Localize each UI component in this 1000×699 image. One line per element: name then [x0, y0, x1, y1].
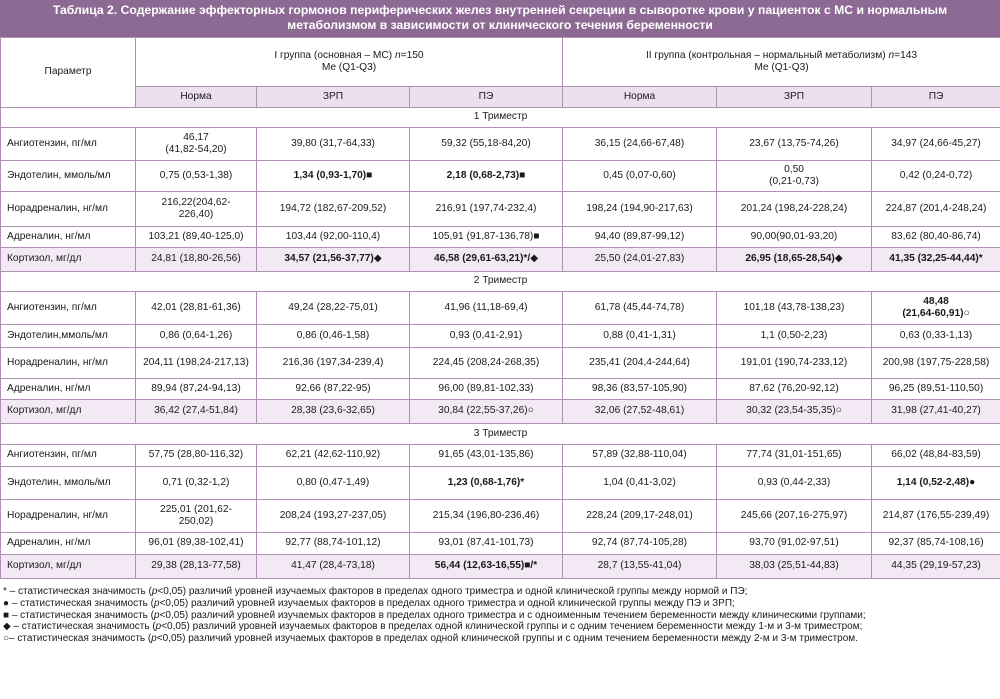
- value-cell: 77,74 (31,01-151,65): [717, 445, 872, 467]
- value-cell: 36,42 (27,4-51,84): [136, 400, 257, 424]
- value-cell: 57,75 (28,80-116,32): [136, 445, 257, 467]
- table-row: [1, 379, 1000, 400]
- param-cell: Эндотелин,ммоль/мл: [1, 325, 136, 348]
- param-cell: Норадреналин, нг/мл: [1, 192, 136, 227]
- value-cell: 0,80 (0,47-1,49): [257, 467, 410, 500]
- value-cell: 245,66 (207,16-275,97): [717, 500, 872, 533]
- value-cell: 225,01 (201,62- 250,02): [136, 500, 257, 533]
- value-cell: 215,34 (196,80-236,46): [410, 500, 563, 533]
- trimester-row: [1, 108, 1000, 128]
- table-title: [0, 0, 1000, 37]
- value-cell: 83,62 (80,40-86,74): [872, 227, 1000, 248]
- value-cell: 34,97 (24,66-45,27): [872, 128, 1000, 161]
- table-row: [1, 400, 1000, 424]
- value-cell: 38,03 (25,51-44,83): [717, 555, 872, 579]
- value-cell: 191,01 (190,74-233,12): [717, 348, 872, 379]
- table-row: [1, 227, 1000, 248]
- param-cell: Ангиотензин, пг/мл: [1, 128, 136, 161]
- value-cell: 0,63 (0,33-1,13): [872, 325, 1000, 348]
- value-cell: 91,65 (43,01-135,86): [410, 445, 563, 467]
- value-cell: 0,71 (0,32-1,2): [136, 467, 257, 500]
- col-header: Норма: [136, 87, 257, 108]
- value-cell: 1,04 (0,41-3,02): [563, 467, 717, 500]
- col-header: ЗРП: [257, 87, 410, 108]
- table-title-line2: метаболизмом в зависимости от клинического течения беременности: [287, 18, 713, 32]
- value-cell: 36,15 (24,66-67,48): [563, 128, 717, 161]
- value-cell: 208,24 (193,27-237,05): [257, 500, 410, 533]
- value-cell: 23,67 (13,75-74,26): [717, 128, 872, 161]
- value-cell: 61,78 (45,44-74,78): [563, 292, 717, 325]
- value-cell: 42,01 (28,81-61,36): [136, 292, 257, 325]
- param-cell: Кортизол, мг/дл: [1, 555, 136, 579]
- value-cell: 92,74 (87,74-105,28): [563, 533, 717, 555]
- value-cell: 30,84 (22,55-37,26)○: [410, 400, 563, 424]
- value-cell: 28,38 (23,6-32,65): [257, 400, 410, 424]
- param-cell: Кортизол, мг/дл: [1, 400, 136, 424]
- value-cell: 48,48 (21,64-60,91)○: [872, 292, 1000, 325]
- value-cell: 62,21 (42,62-110,92): [257, 445, 410, 467]
- value-cell: 200,98 (197,75-228,58): [872, 348, 1000, 379]
- value-cell: 235,41 (204,4-244,64): [563, 348, 717, 379]
- value-cell: 105,91 (91,87-136,78)■: [410, 227, 563, 248]
- value-cell: 96,25 (89,51-110,50): [872, 379, 1000, 400]
- value-cell: 56,44 (12,63-16,55)■/*: [410, 555, 563, 579]
- col-header: ЗРП: [717, 87, 872, 108]
- value-cell: 87,62 (76,20-92,12): [717, 379, 872, 400]
- table-row: [1, 555, 1000, 579]
- param-cell: Норадреналин, нг/мл: [1, 348, 136, 379]
- value-cell: 66,02 (48,84-83,59): [872, 445, 1000, 467]
- footnotes: [0, 579, 1000, 645]
- value-cell: 29,38 (28,13-77,58): [136, 555, 257, 579]
- value-cell: 39,80 (31,7-64,33): [257, 128, 410, 161]
- value-cell: 0,86 (0,64-1,26): [136, 325, 257, 348]
- value-cell: 46,17 (41,82-54,20): [136, 128, 257, 161]
- table-row: [1, 325, 1000, 348]
- col-header: ПЭ: [872, 87, 1000, 108]
- footnote: ○– статистическая значимость (p<0,05) различий уровней изучаемых факторов в пределах одной клинической группы и с одним течением беременности между 2-м и 3-м триместром.: [3, 633, 858, 645]
- value-cell: 0,42 (0,24-0,72): [872, 161, 1000, 192]
- value-cell: 34,57 (21,56-37,77)◆: [257, 248, 410, 272]
- value-cell: 0,45 (0,07-0,60): [563, 161, 717, 192]
- value-cell: 228,24 (209,17-248,01): [563, 500, 717, 533]
- footnote: ■ – статистическая значимость (p<0,05) различий уровней изучаемых факторов в пределах одного триместра и с одноименным течением беременности между клиническими группами;: [3, 609, 866, 621]
- table-row: [1, 348, 1000, 379]
- value-cell: 92,66 (87,22-95): [257, 379, 410, 400]
- table-row: [1, 533, 1000, 555]
- param-cell: Ангиотензин, пг/мл: [1, 445, 136, 467]
- value-cell: 216,22(204,62- 226,40): [136, 192, 257, 227]
- param-cell: Ангиотензин, пг/мл: [1, 292, 136, 325]
- table-row: [1, 445, 1000, 467]
- group1-header: I группа (основная – МС) n=150 Me (Q1-Q3): [136, 38, 563, 87]
- param-cell: Эндотелин, ммоль/мл: [1, 161, 136, 192]
- trimester-label: 2 Триместр: [1, 272, 1000, 292]
- value-cell: 224,45 (208,24-268,35): [410, 348, 563, 379]
- data-table: [0, 37, 1000, 579]
- param-cell: Адреналин, нг/мл: [1, 227, 136, 248]
- value-cell: 41,47 (28,4-73,18): [257, 555, 410, 579]
- param-header: Параметр: [1, 38, 136, 108]
- trimester-row: [1, 272, 1000, 292]
- value-cell: 214,87 (176,55-239,49): [872, 500, 1000, 533]
- value-cell: 92,37 (85,74-108,16): [872, 533, 1000, 555]
- value-cell: 1,34 (0,93-1,70)■: [257, 161, 410, 192]
- group2-header: II группа (контрольная – нормальный метаболизм) n=143 Me (Q1-Q3): [563, 38, 1000, 87]
- table-row: [1, 128, 1000, 161]
- trimester-label: 3 Триместр: [1, 424, 1000, 445]
- value-cell: 2,18 (0,68-2,73)■: [410, 161, 563, 192]
- value-cell: 93,01 (87,41-101,73): [410, 533, 563, 555]
- trimester-row: [1, 424, 1000, 445]
- param-cell: Кортизол, мг/дл: [1, 248, 136, 272]
- value-cell: 90,00(90,01-93,20): [717, 227, 872, 248]
- footnote: * – статистическая значимость (p<0,05) различий уровней изучаемых факторов в пределах одного триместра и одной клинической группы между нормой и ПЭ;: [3, 586, 748, 597]
- value-cell: 26,95 (18,65-28,54)◆: [717, 248, 872, 272]
- footnote: ◆ – статистическая значимость (p<0,05) различий уровней изучаемых факторов в пределах одной клинической группы и с одним течением беременности между 1-м и 3-м триместром;: [3, 621, 863, 633]
- value-cell: 89,94 (87,24-94,13): [136, 379, 257, 400]
- table-row: [1, 500, 1000, 533]
- value-cell: 103,44 (92,00-110,4): [257, 227, 410, 248]
- value-cell: 0,75 (0,53-1,38): [136, 161, 257, 192]
- value-cell: 94,40 (89,87-99,12): [563, 227, 717, 248]
- value-cell: 0,86 (0,46-1,58): [257, 325, 410, 348]
- value-cell: 57,89 (32,88-110,04): [563, 445, 717, 467]
- value-cell: 1,23 (0,68-1,76)*: [410, 467, 563, 500]
- value-cell: 28,7 (13,55-41,04): [563, 555, 717, 579]
- value-cell: 198,24 (194,90-217,63): [563, 192, 717, 227]
- value-cell: 41,35 (32,25-44,44)*: [872, 248, 1000, 272]
- value-cell: 41,96 (11,18-69,4): [410, 292, 563, 325]
- value-cell: 46,58 (29,61-63,21)*/◆: [410, 248, 563, 272]
- value-cell: 224,87 (201,4-248,24): [872, 192, 1000, 227]
- value-cell: 44,35 (29,19-57,23): [872, 555, 1000, 579]
- value-cell: 101,18 (43,78-138,23): [717, 292, 872, 325]
- value-cell: 92,77 (88,74-101,12): [257, 533, 410, 555]
- value-cell: 0,50 (0,21-0,73): [717, 161, 872, 192]
- value-cell: 204,11 (198,24-217,13): [136, 348, 257, 379]
- footnote: ● – статистическая значимость (p<0,05) различий уровней изучаемых факторов в пределах одного триместра и одной клинической группы между ПЭ и ЗРП;: [3, 597, 735, 609]
- param-cell: Норадреналин, нг/мл: [1, 500, 136, 533]
- value-cell: 93,70 (91,02-97,51): [717, 533, 872, 555]
- value-cell: 0,93 (0,41-2,91): [410, 325, 563, 348]
- col-header: ПЭ: [410, 87, 563, 108]
- value-cell: 32,06 (27,52-48,61): [563, 400, 717, 424]
- value-cell: 96,01 (89,38-102,41): [136, 533, 257, 555]
- value-cell: 194,72 (182,67-209,52): [257, 192, 410, 227]
- value-cell: 1,1 (0,50-2,23): [717, 325, 872, 348]
- table-title-line1: Таблица 2. Содержание эффекторных гормонов периферических желез внутренней секреции в сыворотке крови у пациенток с МС и нормальным: [52, 3, 948, 17]
- trimester-label: 1 Триместр: [1, 108, 1000, 128]
- value-cell: 1,14 (0,52-2,48)●: [872, 467, 1000, 500]
- value-cell: 96,00 (89,81-102,33): [410, 379, 563, 400]
- col-header: Норма: [563, 87, 717, 108]
- value-cell: 59,32 (55,18-84,20): [410, 128, 563, 161]
- value-cell: 0,88 (0,41-1,31): [563, 325, 717, 348]
- table-row: [1, 192, 1000, 227]
- value-cell: 49,24 (28,22-75,01): [257, 292, 410, 325]
- value-cell: 216,36 (197,34-239,4): [257, 348, 410, 379]
- value-cell: 103,21 (89,40-125,0): [136, 227, 257, 248]
- param-cell: Адреналин, нг/мл: [1, 533, 136, 555]
- param-cell: Адреналин, нг/мл: [1, 379, 136, 400]
- value-cell: 201,24 (198,24-228,24): [717, 192, 872, 227]
- value-cell: 0,93 (0,44-2,33): [717, 467, 872, 500]
- table-row: [1, 467, 1000, 500]
- table-row: [1, 161, 1000, 192]
- param-cell: Эндотелин, ммоль/мл: [1, 467, 136, 500]
- value-cell: 98,36 (83,57-105,90): [563, 379, 717, 400]
- table-row: [1, 248, 1000, 272]
- table-row: [1, 292, 1000, 325]
- value-cell: 24,81 (18,80-26,56): [136, 248, 257, 272]
- value-cell: 31,98 (27,41-40,27): [872, 400, 1000, 424]
- value-cell: 216,91 (197,74-232,4): [410, 192, 563, 227]
- value-cell: 30,32 (23,54-35,35)○: [717, 400, 872, 424]
- value-cell: 25,50 (24,01-27,83): [563, 248, 717, 272]
